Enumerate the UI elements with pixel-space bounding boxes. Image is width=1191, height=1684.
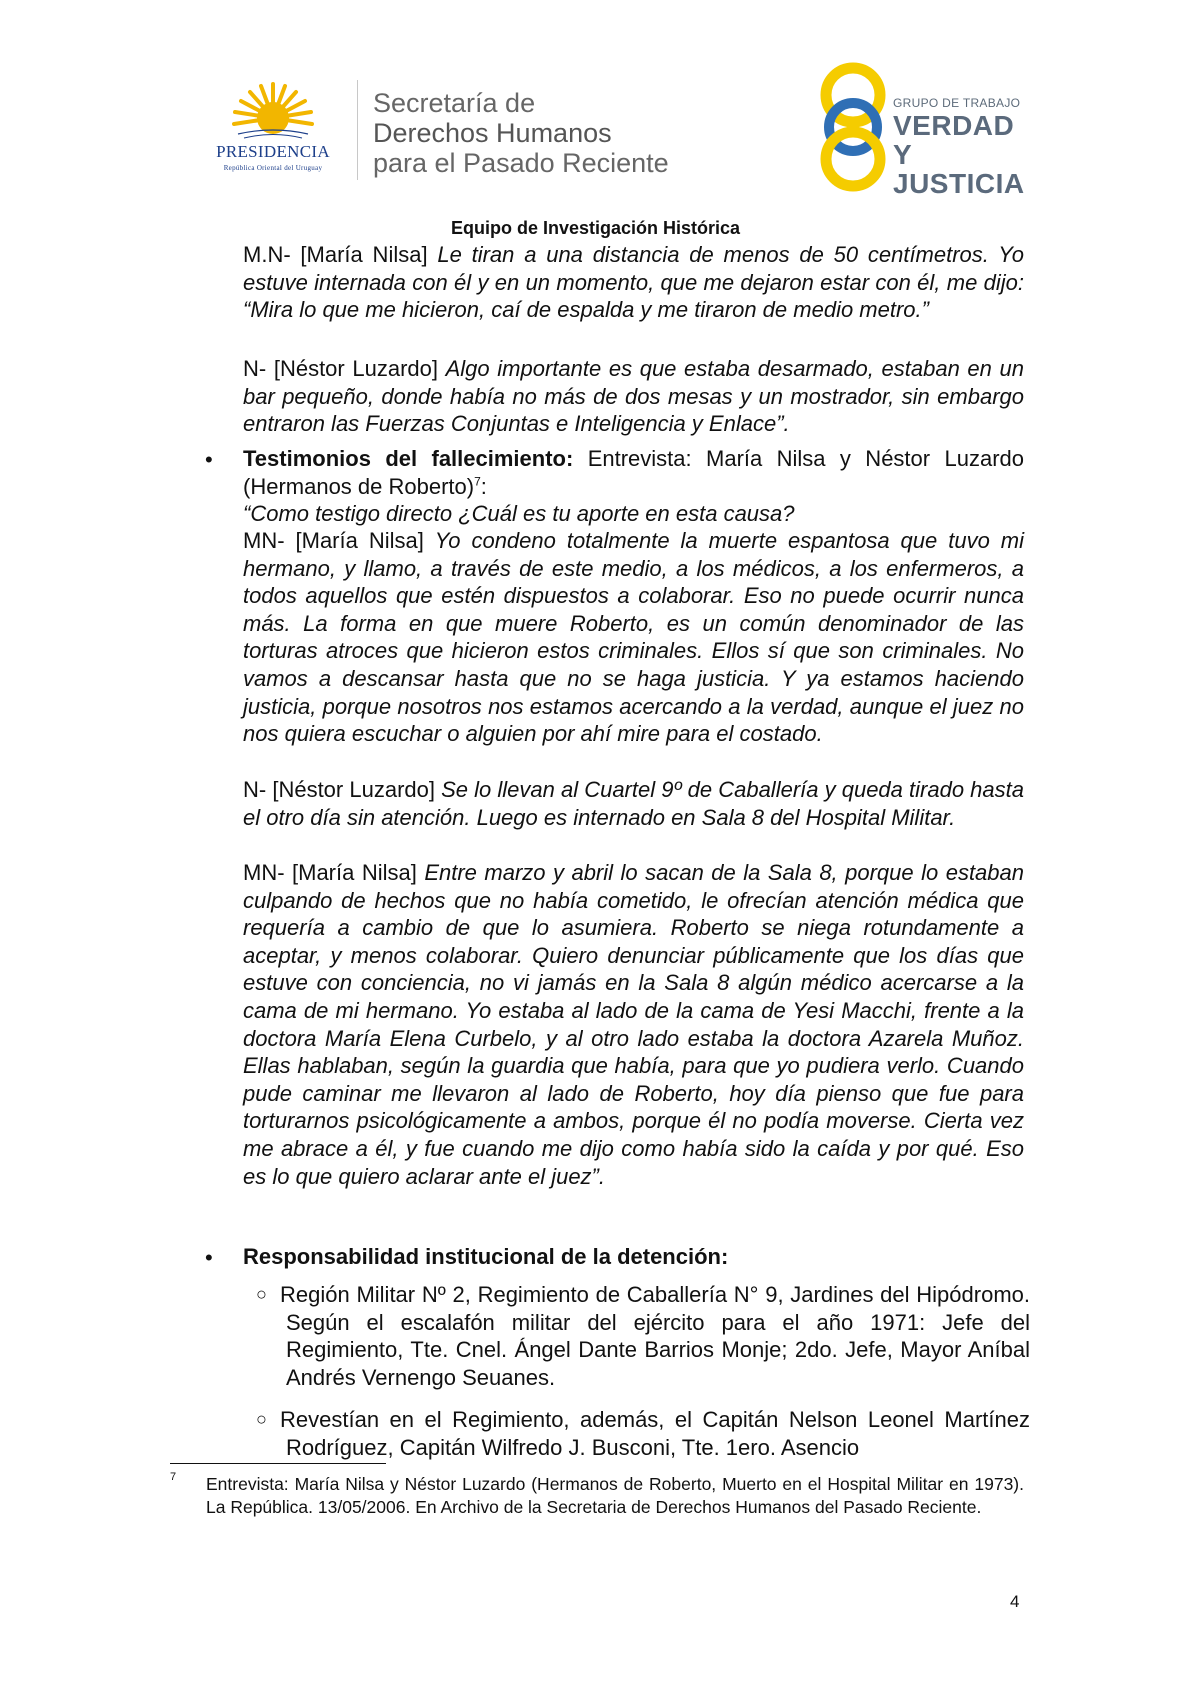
speaker-label: MN- [María Nilsa]: [243, 528, 435, 553]
header-divider: [357, 80, 358, 180]
sub-item-revestian: Revestían en el Regimiento, además, el Capitán Nelson Leonel Martínez Rodríguez, Capitán Wilfredo J. Busconi, Tte. 1ero. Asencio: [280, 1407, 1030, 1460]
footnote-ref: 7: [474, 474, 481, 489]
sun-icon: [228, 82, 318, 144]
presidencia-label: PRESIDENCIA: [216, 142, 330, 161]
gvj-title-line-1: VERDAD Y: [893, 110, 1015, 170]
quote-text: Yo condeno totalmente la muerte espantosa que tuvo mi hermano, y llamo, a través de este medio, a los médicos, a los enfermeros, a todos aquellos que estén dispuestos a colaborar. Eso no puede ocurrir nunca más. La forma en que muere Roberto, es un común denominador de las torturas atroces que hicieron estos criminales. Ellos sí que son criminales. No vamos a descansar hasta que no se haga justicia. Y ya estamos haciendo justicia, porque nosotros nos estamos acercando a la verdad, aunque el juez no nos quiera escuchar o alguien por ahí mire para el costado.: [243, 528, 1024, 747]
footnote-rule: [170, 1463, 386, 1464]
speaker-label: MN- [María Nilsa]: [243, 860, 425, 885]
bullet-marker: •: [205, 1245, 213, 1270]
speaker-label: N- [Néstor Luzardo]: [243, 777, 442, 802]
sub-item-region-militar: Región Militar Nº 2, Regimiento de Caballería N° 9, Jardines del Hipódromo. Según el escalafón militar del ejército para el año 1971: Jefe del Regimiento, Tte. Cnel. Ángel Dante Barrios Monje; 2do. Jefe, Mayor Aníbal Andrés Vernengo Seuanes.: [280, 1282, 1030, 1390]
page-header: [0, 0, 1191, 220]
bullet-heading: Testimonios del fallecimiento:: [243, 446, 574, 471]
footnote-number: 7: [170, 1471, 177, 1483]
presidencia-logo: [198, 82, 348, 174]
question-line: [243, 500, 1024, 528]
rings-icon: [813, 62, 893, 192]
bullet-testimonios: [243, 445, 1024, 500]
team-heading: Equipo de Investigación Histórica: [450, 218, 741, 238]
gvj-title-line-2: JUSTICIA: [893, 168, 1025, 199]
paragraph-nestor-1: [243, 355, 1024, 438]
quote-text: Algo importante es que estaba desarmado, estaban en un bar pequeño, donde había no más de dos mesas y un mostrador, sin embargo entraron las Fuerzas Conjuntas e Inteligencia y Enlace”.: [243, 356, 1025, 437]
gvj-subtitle: GRUPO DE TRABAJO: [893, 96, 1021, 110]
paragraph-nestor-2: [243, 776, 1024, 831]
bullet-responsabilidad: [243, 1243, 1024, 1271]
paragraph-maria-nilsa-1: [243, 241, 1024, 324]
bullet-marker: •: [205, 447, 213, 472]
quote-text: Se lo llevan al Cuartel 9º de Caballería y queda tirado hasta el otro día sin atención. Luego es internado en Sala 8 del Hospital Militar.: [243, 777, 1024, 830]
footnote-text: Entrevista: María Nilsa y Néstor Luzardo (Hermanos de Roberto, Muerto en el Hospital Militar en 1973). La República. 13/05/2006. En Archivo de la Secretaria de Derechos Humanos del Pasado Reciente.: [206, 1474, 1024, 1517]
speaker-label: N- [Néstor Luzardo]: [243, 356, 446, 381]
quote-text: Entre marzo y abril lo sacan de la Sala 8, porque lo estaban culpando de hechos que no había cometido, le ofrecían atención médica que requería a cambio de que lo asumiera. Roberto se niega rotundamente a aceptar, y menos colaborar. Quiero denunciar públicamente que los días que estuve con conciencia, no vi jamás en la Sala 8 algún médico acercarse a la cama de mi hermano. Yo estaba al lado de la cama de Yesi Macchi, frente a la doctora María Elena Curbelo, y al otro lado estaba la doctora Azarela Muñoz. Ellas hablaban, según la guardia que había, para que yo pudiera verlo. Cuando pude caminar me llevaron al lado de Roberto, hoy día pienso que fue para torturarnos psicológicamente a ambos, porque él no podía moverse. Cierta vez me abrace a él, y fue cuando me dijo como había sido la caída y por qué. Eso es lo que quiero aclarar ante el juez”.: [243, 860, 1024, 1189]
verdad-justicia-logo: [813, 62, 1033, 199]
bullet-heading: Responsabilidad institucional de la detención:: [243, 1244, 729, 1269]
page-number: 4: [1010, 1592, 1020, 1611]
bullet-text: Entrevista: María Nilsa y Néstor Luzardo (Hermanos de Roberto): [243, 446, 1024, 499]
question-text: “Como testigo directo ¿Cuál es tu aporte en esta causa?: [243, 501, 795, 526]
paragraph-maria-nilsa-2: [243, 527, 1024, 748]
secretaria-title: [373, 88, 669, 178]
sub-bullet-marker: ○: [256, 1284, 267, 1304]
presidencia-subtitle: República Oriental del Uruguay: [223, 164, 323, 172]
secretaria-line-3: para el Pasado Reciente: [373, 148, 669, 178]
secretaria-line-1: Secretaría de: [373, 88, 536, 118]
gvj-title: [893, 111, 1033, 198]
paragraph-maria-nilsa-3: [243, 859, 1024, 1190]
sub-bullet-marker: ○: [256, 1409, 267, 1429]
quote-text: Le tiran a una distancia de menos de 50 centímetros. Yo estuve internada con él y en un momento, que me dejaron estar con él, me dijo: “Mira lo que me hicieron, caí de espalda y me tiraron de medio metro.”: [243, 242, 1024, 323]
bullet-colon: :: [480, 473, 487, 499]
speaker-label: M.N- [María Nilsa]: [243, 242, 438, 267]
secretaria-line-2: Derechos Humanos: [373, 118, 612, 148]
